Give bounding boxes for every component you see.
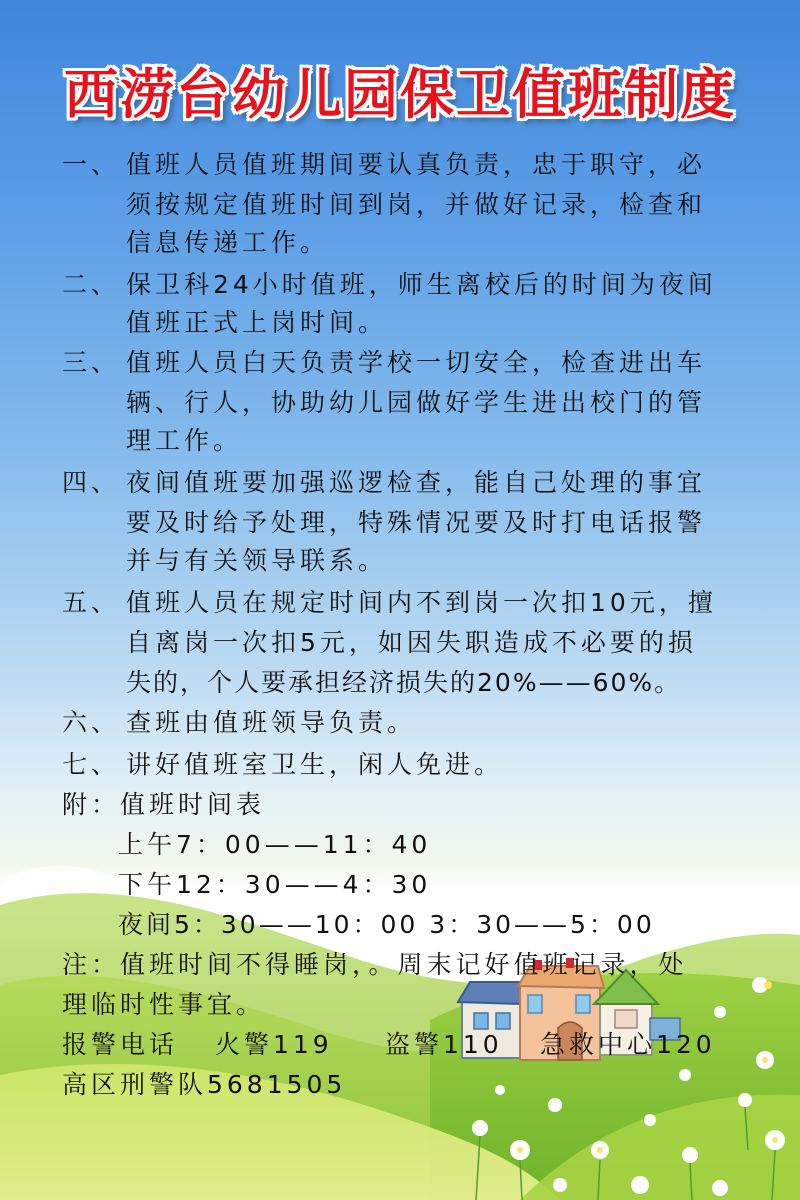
contacts-label: 报警电话 — [62, 1030, 179, 1059]
schedule-heading-text: 附：值班时间表 — [62, 790, 266, 819]
page-title: 西涝台幼儿园保卫值班制度 — [64, 62, 736, 126]
rule-text: 夜间值班要加强巡逻检查，能自己处理的事宜 — [126, 468, 707, 497]
schedule-morning-text: 上午7：00——11：40 — [118, 830, 432, 859]
rule-number: 六、 — [62, 708, 121, 737]
rule-text: 辆、行人，协助幼儿园做好学生进出校门的管 — [126, 388, 707, 417]
schedule-night-text: 夜间5：30——10：00 3：30——5：00 — [118, 910, 655, 939]
fire-phone: 火警119 — [215, 1030, 333, 1059]
rule-text: 讲好值班室卫生，闲人免进。 — [126, 750, 504, 779]
rule-text: 理工作。 — [126, 426, 243, 455]
rule-number: 一、 — [62, 150, 121, 179]
rule-text: 值班人员值班期间要认真负责，忠于职守，必 — [126, 150, 707, 179]
rule-text: 查班由值班领导负责。 — [126, 708, 417, 737]
rule-text: 要及时给予处理，特殊情况要及时打电话报警 — [126, 508, 707, 537]
criminal-police-phone: 高区刑警队5681505 — [62, 1070, 347, 1099]
police-phone: 盗警110 — [385, 1030, 503, 1059]
note-text: 理临时性事宜。 — [62, 990, 266, 1019]
rule-text: 值班人员白天负责学校一切安全，检查进出车 — [126, 348, 707, 377]
rule-text: 须按规定值班时间到岗，并做好记录，检查和 — [126, 190, 707, 219]
rule-number: 四、 — [62, 468, 121, 497]
rule-number: 二、 — [62, 270, 121, 299]
rule-number: 五、 — [62, 588, 121, 617]
rule-text: 值班正式上岗时间。 — [126, 308, 388, 337]
rule-text: 失的，个人要承担经济损失的20%——60%。 — [126, 668, 682, 697]
rule-text: 信息传递工作。 — [126, 228, 330, 257]
rule-number: 三、 — [62, 348, 121, 377]
rule-text: 值班人员在规定时间内不到岗一次扣10元，擅 — [126, 588, 717, 617]
note-text: 注：值班时间不得睡岗，。周末记好值班记录，处 — [62, 950, 688, 979]
rule-text: 并与有关领导联系。 — [126, 546, 388, 575]
emergency-phone: 急救中心120 — [540, 1030, 716, 1059]
schedule-afternoon-text: 下午12：30——4：30 — [118, 870, 432, 899]
rule-text: 保卫科24小时值班，师生离校后的时间为夜间 — [126, 270, 717, 299]
rule-text: 自离岗一次扣5元，如因失职造成不必要的损 — [126, 628, 697, 657]
rule-number: 七、 — [62, 750, 121, 779]
